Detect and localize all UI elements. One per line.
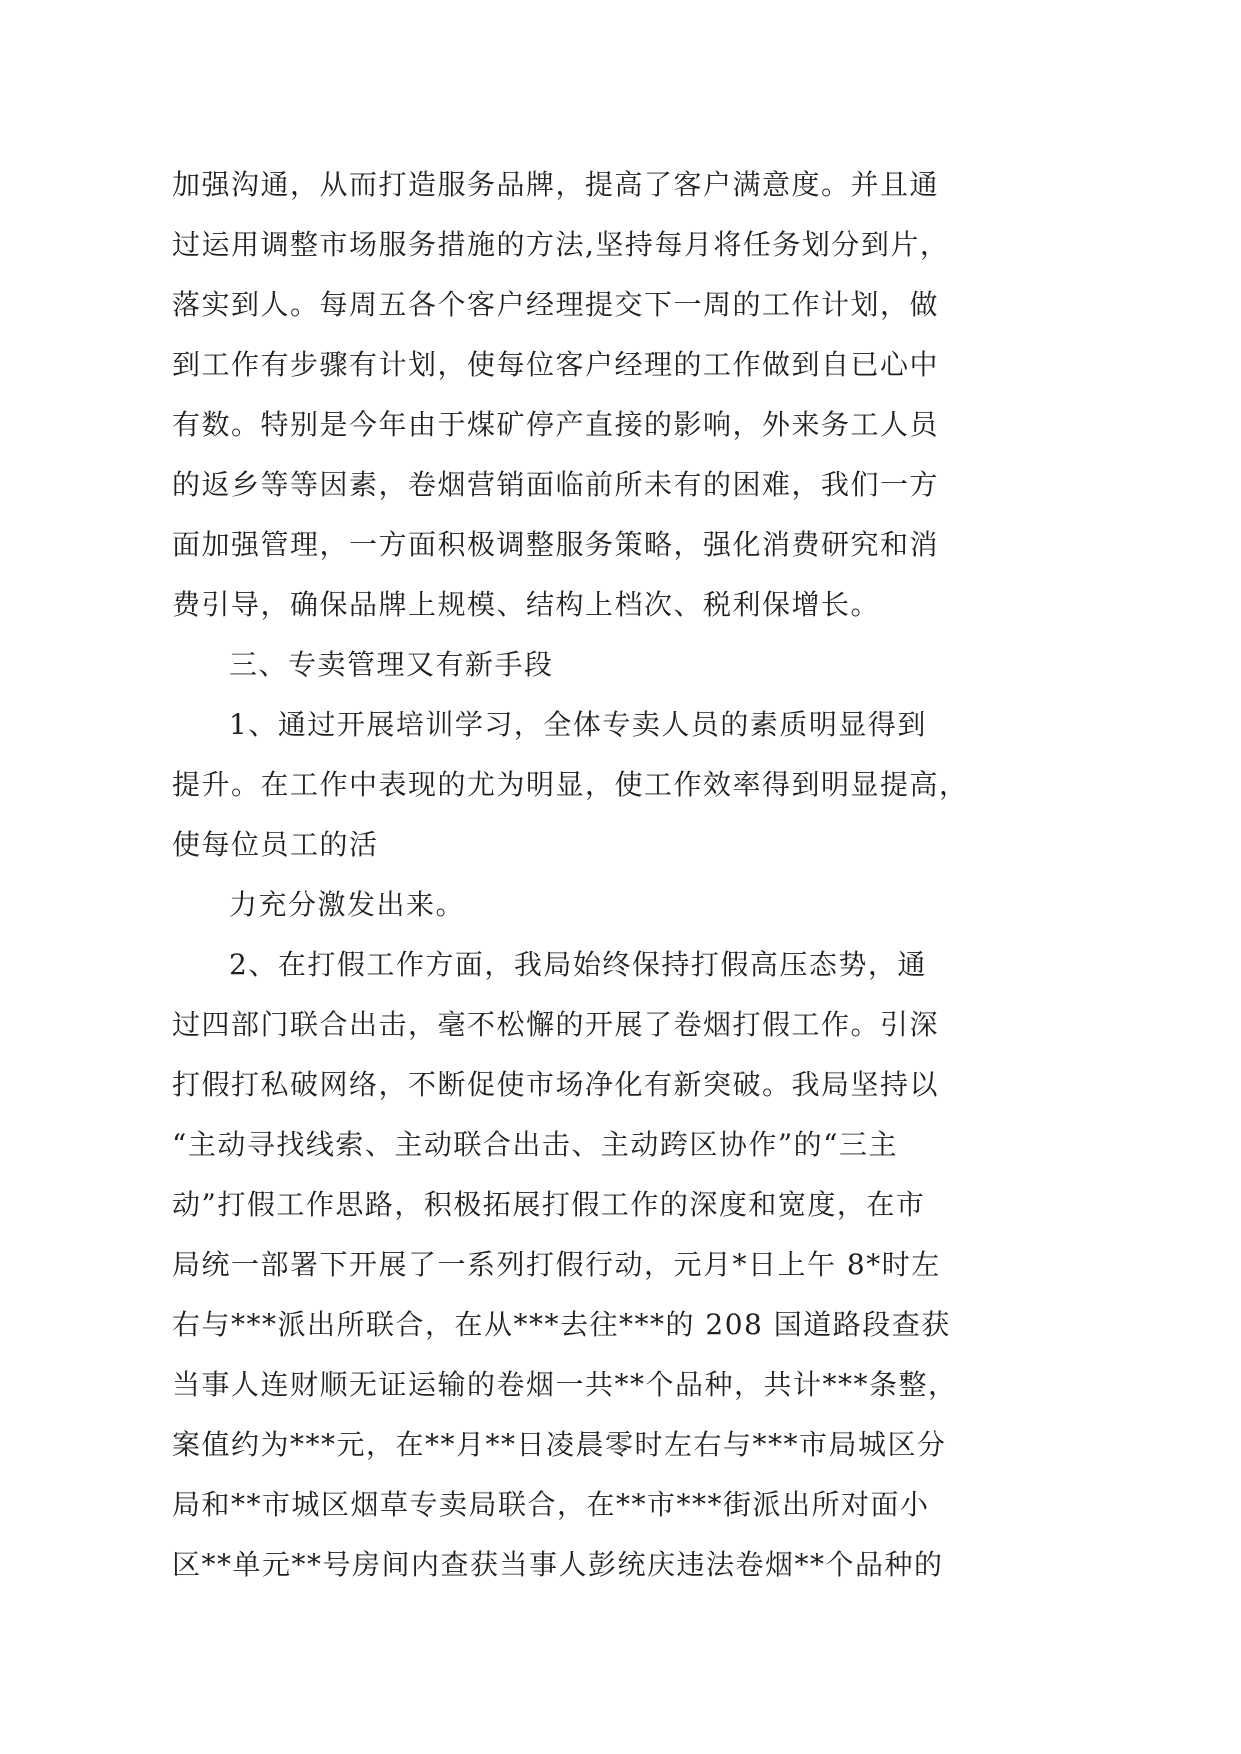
paragraph-line: 面加强管理，一方面积极调整服务策略，强化消费研究和消	[172, 528, 940, 561]
paragraph-line: 案值约为***元，在**月**日凌晨零时左右与***市局城区分	[172, 1428, 947, 1461]
paragraph-line: 打假打私破网络，不断促使市场净化有新突破。我局坚持以	[172, 1068, 940, 1101]
paragraph-line: 过四部门联合出击，毫不松懈的开展了卷烟打假工作。引深	[172, 1008, 940, 1041]
paragraph-line: 区**单元**号房间内查获当事人彭统庆违法卷烟**个品种的	[172, 1548, 944, 1581]
paragraph-line: 提升。在工作中表现的尤为明显，使工作效率得到明显提高，	[172, 768, 969, 801]
paragraph-line: 局和**市城区烟草专卖局联合，在**市***街派出所对面小	[172, 1488, 930, 1521]
paragraph-line: 1、通过开展培训学习，全体专卖人员的素质明显得到	[229, 708, 927, 741]
paragraph-line: 到工作有步骤有计划，使每位客户经理的工作做到自已心中	[172, 348, 940, 381]
paragraph-line: 过运用调整市场服务措施的方法,坚持每月将任务划分到片，	[172, 228, 950, 261]
paragraph-line: 动”打假工作思路，积极拓展打假工作的深度和宽度，在市	[172, 1188, 926, 1221]
paragraph-line: 落实到人。每周五各个客户经理提交下一周的工作计划，做	[172, 288, 940, 321]
body-text	[172, 155, 1052, 1595]
paragraph-line: 费引导，确保品牌上规模、结构上档次、税利保增长。	[172, 588, 881, 621]
paragraph-line: 力充分激发出来。	[229, 888, 466, 921]
paragraph-line: 当事人连财顺无证运输的卷烟一共**个品种，共计***条整，	[172, 1368, 958, 1401]
paragraph-line: “主动寻找线索、主动联合出击、主动跨区协作”的“三主	[172, 1128, 898, 1161]
paragraph-line: 局统一部署下开展了一系列打假行动，元月*日上午 8*时左	[172, 1248, 941, 1281]
paragraph-line: 加强沟通，从而打造服务品牌，提高了客户满意度。并且通	[172, 168, 940, 201]
paragraph-line: 2、在打假工作方面，我局始终保持打假高压态势，通	[229, 948, 927, 981]
paragraph-line: 使每位员工的活	[172, 828, 379, 861]
section-heading: 三、专卖管理又有新手段	[229, 648, 554, 681]
paragraph-line: 的返乡等等因素，卷烟营销面临前所未有的困难，我们一方	[172, 468, 940, 501]
paragraph-line: 右与***派出所联合，在从***去往***的 208 国道路段查获	[172, 1308, 951, 1341]
paragraph-line: 有数。特别是今年由于煤矿停产直接的影响，外来务工人员	[172, 408, 940, 441]
